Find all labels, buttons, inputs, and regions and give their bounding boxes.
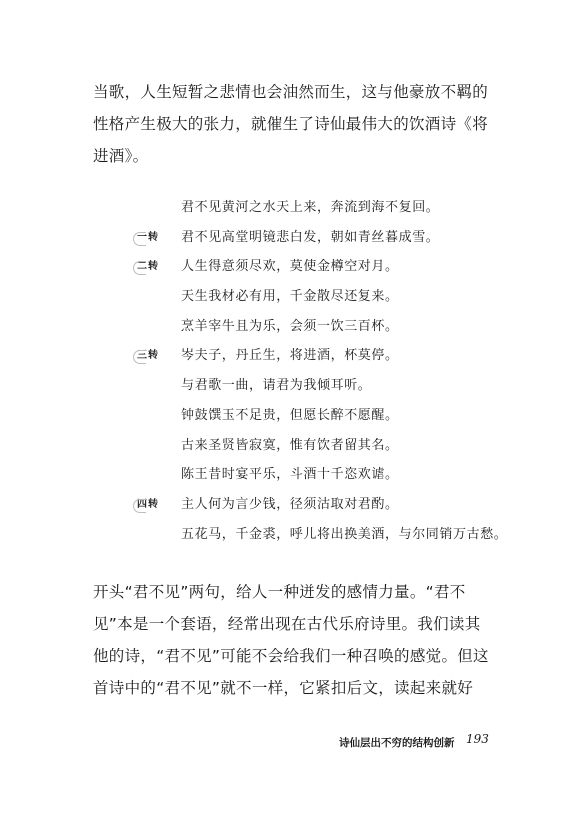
poem-line-text: 与君歌一曲，请君为我倾耳听。 [181,378,372,394]
poem-line-text: 五花马，千金裘，呼儿将出换美酒，与尔同销万古愁。 [181,526,508,542]
poem-line [181,371,511,401]
poem-line [137,252,511,282]
intro-paragraph [93,76,493,172]
bracket-mark [133,499,146,513]
poem-line [181,282,511,312]
commentary-paragraph [93,576,493,704]
turn-marker-label: 一转 [137,231,159,243]
paragraph-line: 开头“君不见”两句，给人一种迸发的感情力量。“君不 [93,583,466,601]
page-footer [339,733,499,751]
paragraph-line: 进酒》。 [93,147,149,165]
poem-line-text: 烹羊宰牛且为乐，会须一饮三百杯。 [181,318,399,334]
poem-line [181,401,511,431]
poem-line [181,460,511,490]
poem-block [137,193,511,549]
turn-marker-label: 三转 [137,350,159,362]
poem-line-text: 陈王昔时宴平乐，斗酒十千恣欢谑。 [181,467,399,483]
turn-marker-label: 二转 [137,261,159,273]
turn-marker-label: 四转 [137,498,159,510]
poem-line-text: 古来圣贤皆寂寞，惟有饮者留其名。 [181,437,399,453]
bracket-mark [133,232,146,246]
paragraph-line: 见”本是一个套语，经常出现在古代乐府诗里。我们读其 [93,615,481,633]
turn-marker [137,341,159,371]
poem-line [181,431,511,461]
bracket-mark [133,350,146,364]
turn-marker [137,252,159,282]
poem-line [137,341,511,371]
poem-line-text: 君不见黄河之水天上来，奔流到海不复回。 [181,200,440,215]
poem-line-text: 钟鼓馔玉不足贵，但愿长醉不愿醒。 [181,407,399,423]
poem-line [181,520,511,550]
poem-line [137,223,511,253]
poem-line [181,193,511,223]
poem-line-text: 人生得意须尽欢，莫使金樽空对月。 [181,259,399,275]
paragraph-line: 性格产生极大的张力，就催生了诗仙最伟大的饮酒诗《将 [93,115,489,133]
poem-line [137,490,511,520]
poem-line-text: 天生我材必有用，千金散尽还复来。 [181,289,399,305]
turn-marker [137,223,159,253]
bracket-mark [133,261,146,275]
poem-line-text: 主人何为言少钱，径须沽取对君酌。 [181,496,399,512]
turn-marker [137,490,159,520]
running-title: 诗仙层出不穷的结构创新 [339,737,455,749]
poem-line-text: 岑夫子，丹丘生，将进酒，杯莫停。 [181,348,399,364]
paragraph-line: 当歌，人生短暂之悲情也会油然而生，这与他豪放不羁的 [93,83,489,101]
paragraph-line: 他的诗，“君不见”可能不会给我们一种召唤的感觉。但这 [93,647,489,665]
paragraph-line: 首诗中的“君不见”就不一样，它紧扣后文，读起来就好 [93,679,474,697]
page-number: 193 [466,732,489,746]
poem-line-text: 君不见高堂明镜悲白发，朝如青丝暮成雪。 [181,229,440,245]
poem-line [181,312,511,342]
